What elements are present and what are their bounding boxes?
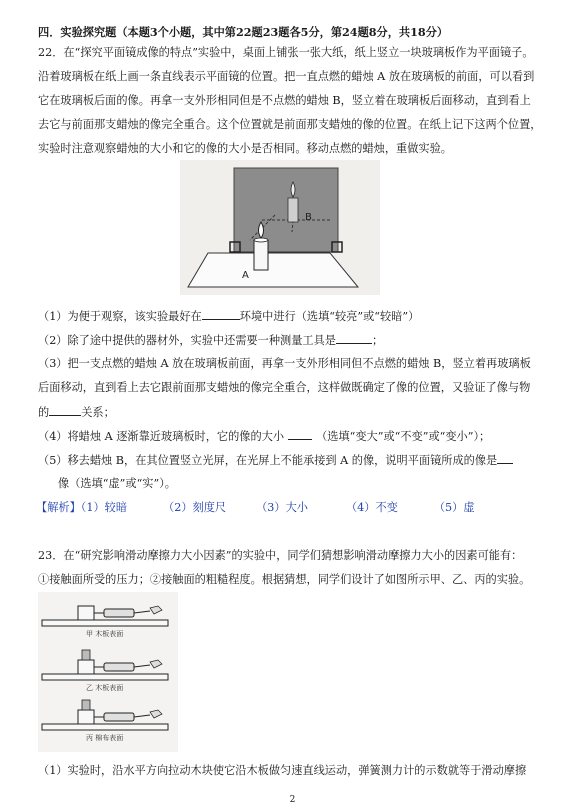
answer-1: （1）较暗 <box>80 501 128 514</box>
q22-line-4: 去它与前面那支蜡烛的像完全重合。这个位置就是前面那支蜡烛的像的位置。在纸上记下这两个位置， <box>38 118 542 131</box>
caption-jia: 甲 木板表面 <box>86 630 124 638</box>
q22-sub2-post: ； <box>372 334 384 347</box>
candle-a-label: A <box>242 270 249 281</box>
q22-line-2: 沿着玻璃板在纸上画一条直线表示平面镜的位置。把一直点燃的蜡烛 A 放在玻璃板的前面，可以看到 <box>38 70 535 83</box>
caption-yi: 乙 木板表面 <box>86 684 124 692</box>
caption-bing: 丙 棉布表面 <box>86 734 124 742</box>
answer-blank-4[interactable] <box>288 429 312 440</box>
answer-4: （4）不变 <box>345 501 398 514</box>
answer-blank-5[interactable] <box>497 453 513 464</box>
q22-sub4-pre: （4）将蜡烛 A 逐渐靠近玻璃板时，它的像的大小 <box>38 430 285 443</box>
q22-sub5-line1 <box>38 453 513 468</box>
q22-sub1 <box>38 309 419 324</box>
q22-line-1: 22．在“探究平面镜成像的特点”实验中，桌面上铺张一张大纸，纸上竖立一块玻璃板作为平面镜子。 <box>38 46 534 59</box>
q22-sub1-post: 环境中进行（选填“较亮”或“较暗”） <box>239 310 420 323</box>
answer-key-label: 【解析】 <box>36 501 81 514</box>
answer-blank-3[interactable] <box>49 405 81 416</box>
q22-sub3-line1: （3）把一支点燃的蜡烛 A 放在玻璃板前面，再拿一支外形相同但不点燃的蜡烛 B，竖立着再玻璃板 <box>38 357 531 370</box>
answer-2: （2）刻度尺 <box>163 501 227 514</box>
q22-sub3-line3 <box>38 405 115 420</box>
q22-sub3-line2: 后面移动，直到看上去它跟前面那支蜡烛的像完全重合，这样做既确定了像的位置，又验证了像与物 <box>38 381 531 394</box>
page-number: 2 <box>289 795 296 805</box>
q23-line-2: ①接触面所受的压力；②接触面的粗糙程度。根据猜想，同学们设计了如图所示甲、乙、丙的实验。 <box>38 573 531 586</box>
q22-sub3-post: 关系； <box>81 406 115 419</box>
answer-3: （3）大小 <box>256 501 308 514</box>
q22-sub1-pre: （1）为便于观察，该实验最好在 <box>38 310 202 323</box>
q23-sub1: （1）实验时，沿水平方向拉动木块使它沿木板做匀速直线运动，弹簧测力计的示数就等于滑动摩擦 <box>38 764 527 777</box>
answer-5: （5）虚 <box>433 501 475 514</box>
q22-line-5: 实验时注意观察蜡烛的大小和它的像的大小是否相同。移动点燃的蜡烛，重做实验。 <box>38 142 452 155</box>
answer-key <box>36 501 475 515</box>
answer-blank-1[interactable] <box>202 309 240 320</box>
candle-b-label: B <box>305 212 312 223</box>
q22-sub3-pre: 的 <box>38 406 50 419</box>
q22-sub5-text: （5）移去蜡烛 B，在其位置竖立光屏，在光屏上不能承接到 A 的像，说明平面镜所成的像是 <box>38 454 498 467</box>
friction-experiment-figure <box>38 592 178 752</box>
q22-sub2-pre: （2）除了途中提供的器材外，实验中还需要一种测量工具是 <box>38 334 336 347</box>
q22-sub5-line2: 像（选填“虚”或“实”）。 <box>58 477 176 490</box>
q22-sub4-post: （选填“变大”或“不变”或“变小”）； <box>316 430 491 443</box>
mirror-experiment-figure <box>180 160 380 295</box>
section-title: 四．实验探究题（本题3个小题，其中第22题23题各5分，第24题8分，共18分） <box>38 25 449 39</box>
q22-line-3: 它在玻璃板后面的像。再拿一支外形相同但是不点燃的蜡烛 B，竖立着在玻璃板后面移动，直到看上 <box>38 94 531 107</box>
answer-blank-2[interactable] <box>336 333 372 344</box>
q22-sub2 <box>38 333 383 348</box>
q22-sub4 <box>38 429 490 444</box>
q23-line-1: 23．在“研究影响滑动摩擦力大小因素”的实验中，同学们猜想影响滑动摩擦力大小的因素可能有： <box>38 549 523 562</box>
